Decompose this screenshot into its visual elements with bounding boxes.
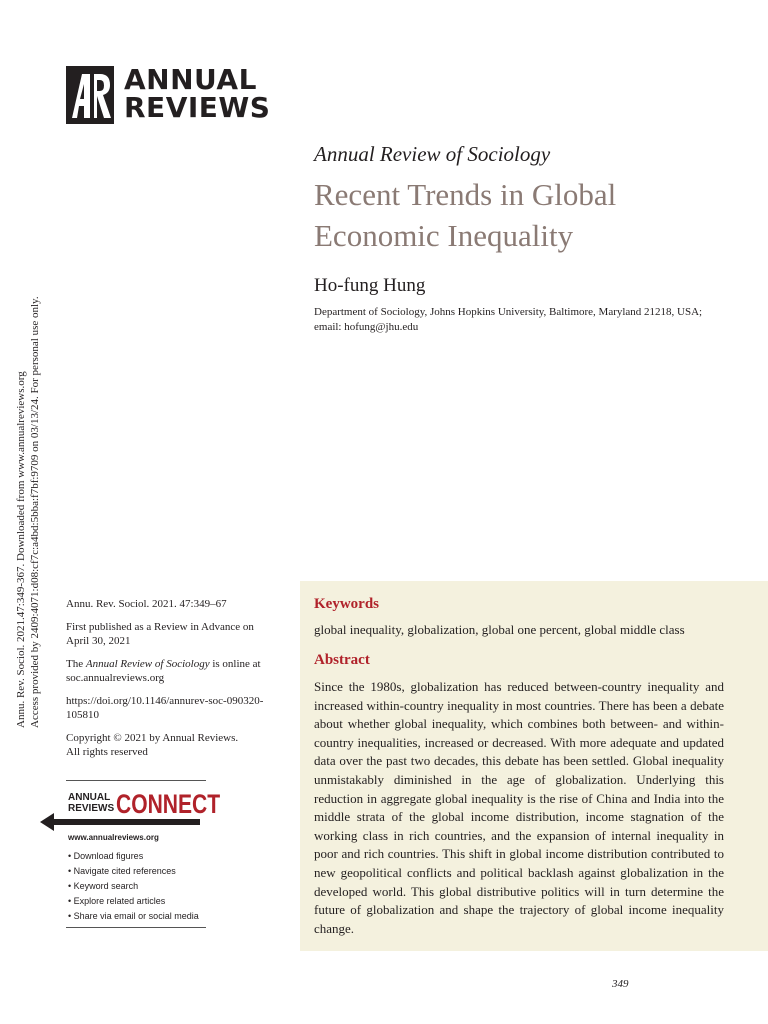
- copyright: [66, 731, 286, 759]
- doi-line1[interactable]: https://doi.org/10.1146/annurev-soc-090320-: [66, 695, 264, 707]
- article-title: [314, 174, 734, 256]
- online-at: [66, 657, 286, 685]
- first-published: [66, 620, 286, 648]
- download-notice-line1: Annu. Rev. Sociol. 2021.47:349-367. Downloaded from www.annualreviews.org: [15, 371, 27, 728]
- connect-url[interactable]: www.annualreviews.org: [68, 833, 159, 842]
- download-notice: [14, 258, 42, 728]
- copyright-line2: All rights reserved: [66, 746, 148, 758]
- left-arrow-icon: [40, 813, 200, 831]
- journal-name: Annual Review of Sociology: [314, 142, 551, 166]
- ar-logo-icon: [66, 66, 114, 124]
- online-pre: The: [66, 658, 86, 670]
- doi-link[interactable]: [66, 694, 286, 722]
- list-item: • Keyword search: [68, 881, 139, 891]
- connect-top-rule: [66, 780, 206, 781]
- title-line-2: Economic Inequality: [314, 218, 574, 253]
- logo-word-reviews: REVIEWS: [124, 91, 271, 124]
- connect-annual: ANNUAL: [68, 792, 111, 803]
- author-name: Ho-fung Hung: [314, 275, 426, 296]
- keywords-text: global inequality, globalization, global one percent, global middle class: [314, 622, 685, 637]
- connect-feature-list: [68, 849, 199, 924]
- citation: Annu. Rev. Sociol. 2021. 47:349–67: [66, 598, 227, 610]
- first-published-line1: First published as a Review in Advance on: [66, 621, 254, 633]
- logo-word-annual: ANNUAL: [124, 63, 257, 96]
- copyright-line1: Copyright © 2021 by Annual Reviews.: [66, 732, 239, 744]
- list-item: • Share via email or social media: [68, 911, 199, 921]
- list-item: • Explore related articles: [68, 896, 166, 906]
- doi-line2[interactable]: 105810: [66, 709, 99, 721]
- connect-small-wordmark: [68, 792, 114, 814]
- page-number: 349: [612, 978, 629, 990]
- title-line-1: Recent Trends in Global: [314, 177, 617, 212]
- article-metadata: [66, 597, 286, 768]
- abstract-text: Since the 1980s, globalization has reduced between-country inequality and increased within-country inequality in most countries. There has been a debate about whether global inequality, which combines both between- and within-country inequalities, increased or decreased. With more adequate and updated data over the past two decades, this debate has been settled. Global inequality unmistakably diminished in the age of globalization. Underlying this reduction in aggregate global inequality is the rise of China and India into the middle strata of the global income distribution, income stagnation of the working class in rich countries, and the expansion of internal inequality in poor and rich countries. This shift in global income distribution contributed to new geopolitical conflicts and political backlash against globalization in the developed world. This global distributive politics will in turn determine the future of globalization and shape the trajectory of global income inequality change.: [314, 679, 724, 936]
- annual-reviews-connect: [40, 780, 221, 932]
- affiliation-line-1: Department of Sociology, Johns Hopkins University, Baltimore, Maryland 21218, USA;: [314, 306, 703, 318]
- logo-wordmark: [124, 63, 271, 124]
- connect-bottom-rule: [66, 927, 206, 928]
- connect-reviews: REVIEWS: [68, 803, 115, 814]
- list-item: • Download figures: [68, 851, 144, 861]
- online-post: is online at: [209, 658, 261, 670]
- connect-wordmark: CONNECT: [116, 789, 221, 819]
- online-journal: Annual Review of Sociology: [85, 658, 210, 670]
- affiliation-email[interactable]: email: hofung@jhu.edu: [314, 321, 419, 333]
- download-notice-line2: Access provided by 2409:4071:d08:cf7c:a4bd:5bba:f7bf:9709 on 03/13/24. For personal use only.: [29, 296, 41, 728]
- abstract-heading: Abstract: [314, 652, 370, 668]
- author-affiliation: [314, 305, 734, 335]
- keywords-heading: Keywords: [314, 596, 379, 612]
- list-item: • Navigate cited references: [68, 866, 176, 876]
- journal-url[interactable]: soc.annualreviews.org: [66, 672, 165, 684]
- first-published-date: April 30, 2021: [66, 635, 131, 647]
